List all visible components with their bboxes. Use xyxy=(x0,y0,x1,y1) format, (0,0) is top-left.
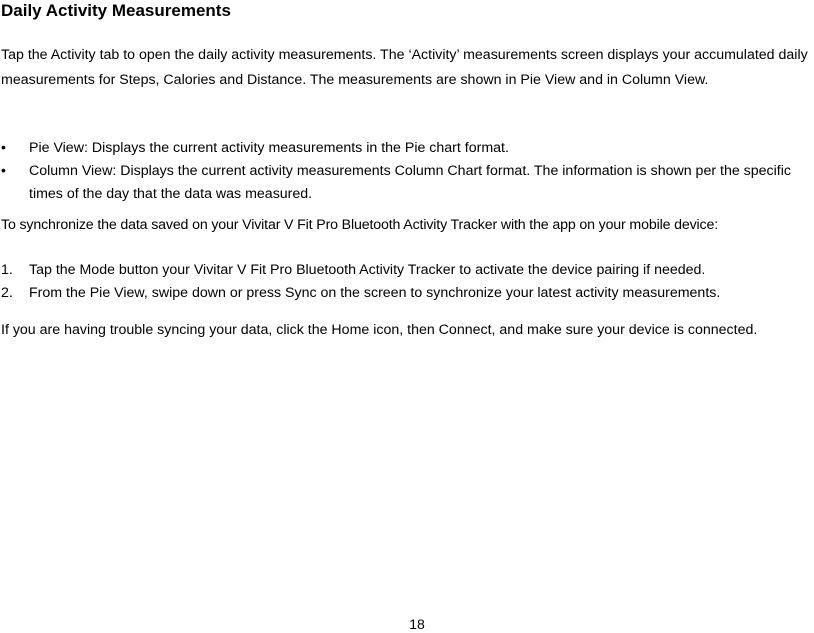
sync-steps-list xyxy=(0,259,814,305)
view-modes-list xyxy=(0,137,814,206)
step-number: 2. xyxy=(1,285,13,301)
step-text: Tap the Mode button your Vivitar V Fit Pro Bluetooth Activity Tracker to activate the device pairing if needed. xyxy=(29,262,706,278)
list-item xyxy=(0,282,814,305)
section-title: Daily Activity Measurements xyxy=(1,1,231,20)
step-number: 1. xyxy=(1,262,13,278)
list-item xyxy=(0,137,814,160)
list-item xyxy=(0,160,814,206)
sync-intro-paragraph: To synchronize the data saved on your Vivitar V Fit Pro Bluetooth Activity Tracker with the app on your mobile device: xyxy=(1,217,719,233)
bullet-marker: • xyxy=(1,140,6,156)
page-number: 18 xyxy=(409,616,425,632)
bullet-marker: • xyxy=(1,163,6,179)
bullet-text-column-view: Column View: Displays the current activity measurements Column Chart format. The information is shown per the specific times of the day that the data was measured. xyxy=(29,163,791,202)
bullet-text-pie-view: Pie View: Displays the current activity measurements in the Pie chart format. xyxy=(29,140,509,156)
troubleshooting-paragraph: If you are having trouble syncing your data, click the Home icon, then Connect, and make sure your device is connected. xyxy=(1,322,758,338)
intro-paragraph: Tap the Activity tab to open the daily activity measurements. The ‘Activity’ measurements screen displays your accumulated daily measurements for Steps, Calories and Distance. The measurements are shown in Pie View and in Column View. xyxy=(1,47,808,88)
list-item xyxy=(0,259,814,282)
step-text: From the Pie View, swipe down or press Sync on the screen to synchronize your latest activity measurements. xyxy=(29,285,721,301)
